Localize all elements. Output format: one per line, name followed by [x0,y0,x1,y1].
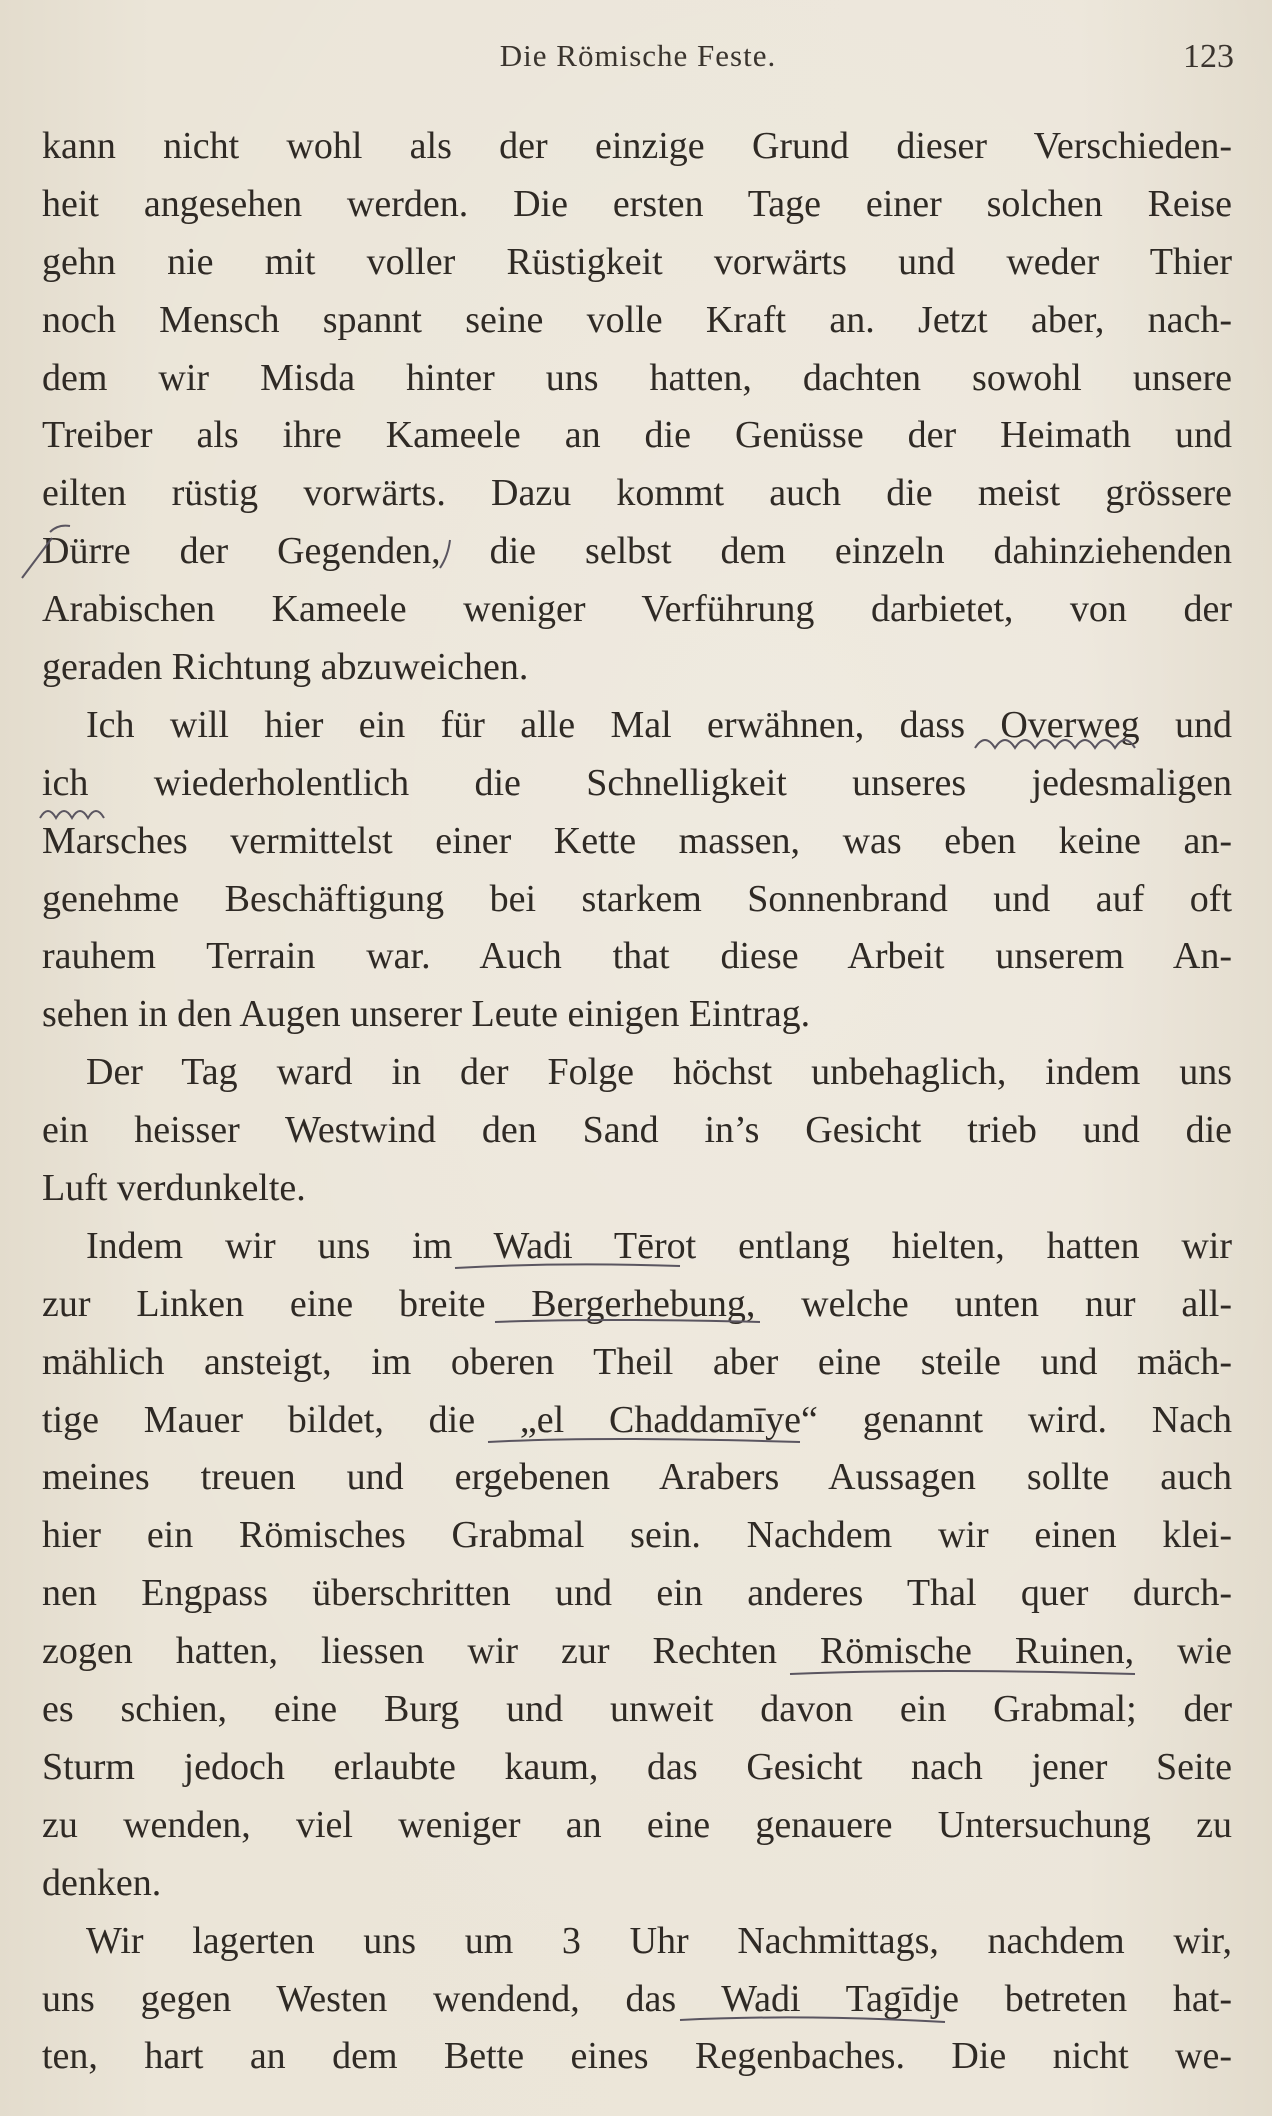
text-line: Arabischen Kameele weniger Verführung darbietet, von der [42,588,1232,631]
text-line: dem wir Misda hinter uns hatten, dachten sowohl unsere [42,356,1232,399]
text-line: noch Mensch spannt seine volle Kraft an. Jetzt aber, nach- [42,298,1232,341]
page-number: 123 [1183,38,1234,75]
text-line: zur Linken eine breite Bergerhebung, welche unten nur all- [42,1282,1232,1325]
text-line: Dürre der Gegenden, die selbst dem einzeln dahinziehenden [42,530,1232,573]
body-text [42,118,1232,2086]
text-line: uns gegen Westen wendend, das Wadi Tagīdje betreten hat- [42,1977,1232,2020]
text-line: es schien, eine Burg und unweit davon ein Grabmal; der [42,1688,1232,1731]
page-header [42,38,1234,88]
text-line: gehn nie mit voller Rüstigkeit vorwärts und weder Thier [42,240,1232,283]
text-line: Indem wir uns im Wadi Tērot entlang hielten, hatten wir [86,1224,1232,1267]
text-line: zu wenden, viel weniger an eine genauere Untersuchung zu [42,1803,1232,1846]
text-line: ich wiederholentlich die Schnelligkeit unseres jedesmaligen [42,761,1232,804]
text-line: Marsches vermittelst einer Kette massen, was eben keine an- [42,819,1232,862]
text-line: Treiber als ihre Kameele an die Genüsse der Heimath und [42,414,1232,457]
text-line: kann nicht wohl als der einzige Grund dieser Verschieden- [42,125,1232,167]
text-line: Wir lagerten uns um 3 Uhr Nachmittags, nachdem wir, [86,1919,1232,1962]
text-line: genehme Beschäftigung bei starkem Sonnenbrand und auf oft [42,877,1232,920]
text-line: geraden Richtung abzuweichen. [42,646,529,689]
text-line: nen Engpass überschritten und ein anderes Thal quer durch- [42,1572,1232,1615]
text-line: meines treuen und ergebenen Arabers Aussagen sollte auch [42,1456,1232,1499]
text-line: heit angesehen werden. Die ersten Tage einer solchen Reise [42,182,1232,225]
text-line: Luft verdunkelte. [42,1167,306,1210]
text-line: rauhem Terrain war. Auch that diese Arbeit unserem An- [42,935,1232,978]
text-line: ein heisser Westwind den Sand in’s Gesicht trieb und die [42,1109,1232,1152]
text-line: tige Mauer bildet, die „el Chaddamīye“ genannt wird. Nach [42,1398,1232,1441]
running-title: Die Römische Feste. [499,38,777,73]
text-line: mählich ansteigt, im oberen Theil aber eine steile und mäch- [42,1340,1232,1383]
text-line: sehen in den Augen unserer Leute einigen Eintrag. [42,993,811,1036]
text-line: eilten rüstig vorwärts. Dazu kommt auch die meist grössere [42,472,1232,515]
text-line: hier ein Römisches Grabmal sein. Nachdem wir einen klei- [42,1514,1232,1557]
text-line: Ich will hier ein für alle Mal erwähnen, dass Overweg und [86,703,1232,746]
text-line: Sturm jedoch erlaubte kaum, das Gesicht nach jener Seite [42,1745,1232,1788]
text-line: zogen hatten, liessen wir zur Rechten Römische Ruinen, wie [42,1630,1232,1673]
text-line: Der Tag ward in der Folge höchst unbehaglich, indem uns [86,1051,1232,1094]
text-line: ten, hart an dem Bette eines Regenbaches. Die nicht we- [42,2035,1232,2078]
text-line: denken. [42,1861,162,1904]
